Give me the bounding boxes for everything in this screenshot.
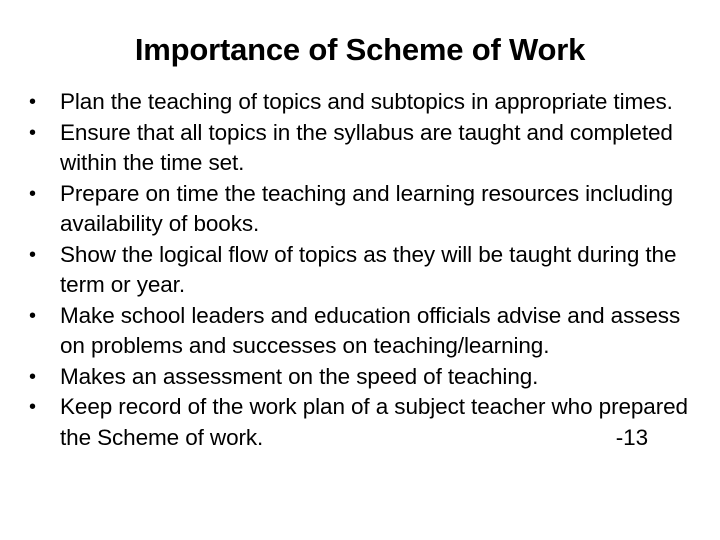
bullet-text: Makes an assessment on the speed of teaching. xyxy=(60,363,539,389)
bullet-text: Keep record of the work plan of a subject teacher who prepared the Scheme of work. xyxy=(60,394,688,450)
bullet-item xyxy=(26,362,706,393)
bullet-list xyxy=(26,87,706,453)
bullet-item xyxy=(26,87,706,118)
bullet-dot-icon: • xyxy=(29,365,36,388)
bullet-dot-icon: • xyxy=(29,182,36,205)
bullet-text: Ensure that all topics in the syllabus are taught and completed within the time set. xyxy=(60,119,673,175)
bullet-dot-icon: • xyxy=(29,121,36,144)
page-number: -13 xyxy=(615,424,648,450)
bullet-item xyxy=(26,179,706,240)
bullet-dot-icon: • xyxy=(29,243,36,266)
bullet-item xyxy=(26,118,706,179)
bullet-text: Show the logical flow of topics as they will be taught during the term or year. xyxy=(60,241,677,297)
slide-title: Importance of Scheme of Work xyxy=(134,32,586,67)
bullet-text: Make school leaders and education officials advise and assess on problems and successes on teaching/learning. xyxy=(60,302,681,358)
bullet-item xyxy=(26,392,706,453)
bullet-dot-icon: • xyxy=(29,91,36,113)
bullet-dot-icon: • xyxy=(29,304,36,327)
bullet-dot-icon: • xyxy=(29,396,36,418)
bullet-text: Prepare on time the teaching and learning resources including availability of books. xyxy=(60,180,674,236)
bullet-item xyxy=(26,240,706,301)
bullet-text: Plan the teaching of topics and subtopics in appropriate times. xyxy=(60,89,673,114)
bullet-item xyxy=(26,301,706,362)
